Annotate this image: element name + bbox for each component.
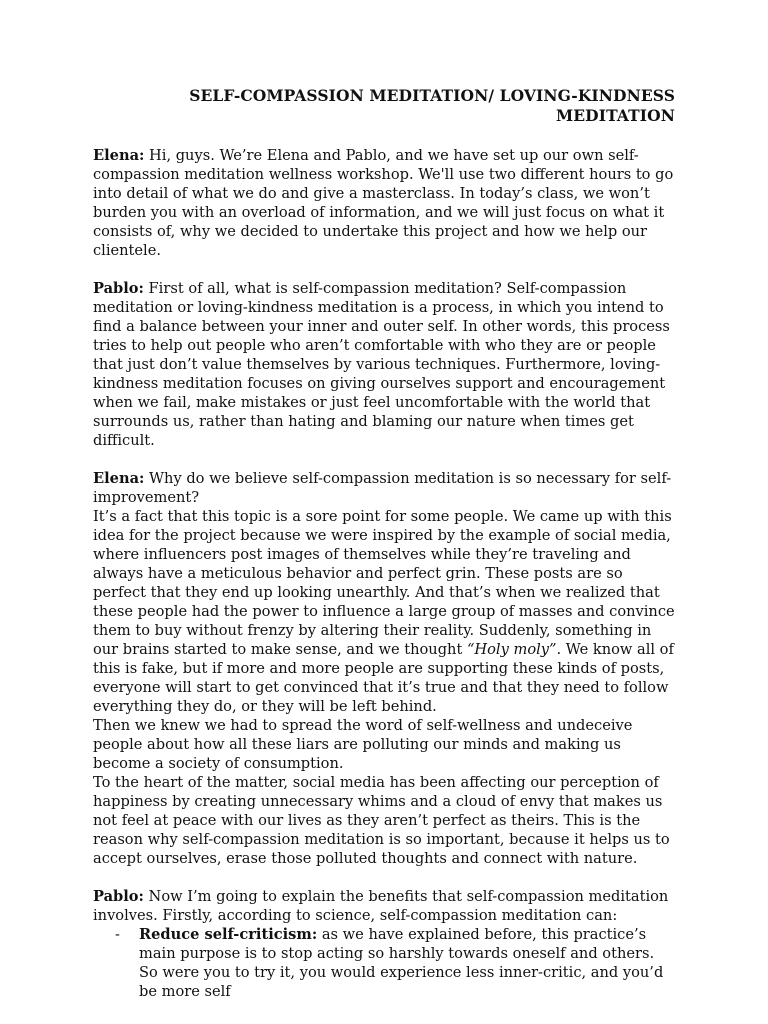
- paragraph: [93, 279, 675, 450]
- paragraph-text: . We know all of this is fake, but if more and more people are supporting these kinds of posts, everyone will start to get convinced that it’s true and that they need to follow everything they do, or they will be left behind.: [93, 641, 674, 715]
- title-line-1: SELF-COMPASSION MEDITATION/ LOVING-KINDNESS: [189, 86, 675, 105]
- document-title: [93, 86, 675, 126]
- paragraph-text: First of all, what is self-compassion meditation? Self-compassion meditation or loving-kindness meditation is a process, in which you intend to find a balance between your inner and outer self. In other words, this process tries to help out people who aren’t comfortable with who they are or people that just don’t value themselves by various techniques. Furthermore, loving-kindness meditation focuses on giving ourselves support and encouragement when we fail, make mistakes or just feel uncomfortable with the world that surrounds us, rather than hating and blaming our nature when times get difficult.: [93, 280, 670, 449]
- paragraph: To the heart of the matter, social media has been affecting our perception of happiness by creating unnecessary whims and a cloud of envy that makes us not feel at peace with our lives as they aren’t perfect as theirs. This is the reason why self-compassion meditation is so important, because it helps us to accept ourselves, erase those polluted thoughts and connect with nature.: [93, 774, 670, 867]
- paragraph: Then we knew we had to spread the word of self-wellness and undeceive people about how all these liars are polluting our minds and making us become a society of consumption.: [93, 717, 633, 772]
- speaker-name: Elena:: [93, 470, 145, 487]
- section-elena-why: [93, 469, 675, 868]
- paragraph: [93, 469, 675, 507]
- section-pablo-definition: [93, 279, 675, 450]
- benefit-text: as we have explained before, this practice’s main purpose is to stop acting so harshly towards oneself and others. So were you to try it, you would experience less inner-critic, and you’d be more self: [139, 926, 664, 1000]
- paragraph: [93, 887, 675, 925]
- dash-bullet: -: [115, 926, 120, 943]
- paragraph: [93, 507, 675, 716]
- speaker-name: Pablo:: [93, 280, 144, 297]
- speaker-name: Pablo:: [93, 888, 144, 905]
- paragraph: [93, 146, 675, 260]
- document-page: [93, 86, 675, 1020]
- italic-quote: “Holy moly”: [466, 641, 557, 658]
- section-elena-intro: [93, 146, 675, 260]
- paragraph-text: Now I’m going to explain the benefits that self-compassion meditation involves. Firstly, according to science, self-compassion meditation can:: [93, 888, 669, 924]
- paragraph-text: Why do we believe self-compassion meditation is so necessary for self-improvement?: [93, 470, 672, 506]
- paragraph-text: Hi, guys. We’re Elena and Pablo, and we have set up our own self-compassion meditation wellness workshop. We'll use two different hours to go into detail of what we do and give a masterclass. In today’s class, we won’t burden you with an overload of information, and we will just focus on what it consists of, why we decided to undertake this project and how we help our clientele.: [93, 147, 674, 259]
- speaker-name: Elena:: [93, 147, 145, 164]
- paragraph-text: It’s a fact that this topic is a sore point for some people. We came up with this idea for the project because we were inspired by the example of social media, where influencers post images of themselves while they’re traveling and always have a meticulous behavior and perfect grin. These posts are so perfect that they end up looking unearthly. And that’s when we realized that these people had the power to influence a large group of masses and convince them to buy without frenzy by altering their reality. Suddenly, something in our brains started to make sense, and we thought: [93, 508, 675, 658]
- benefit-term: Reduce self-criticism:: [139, 926, 318, 943]
- list-item: [93, 925, 675, 1001]
- benefits-list: [93, 925, 675, 1001]
- title-line-2: MEDITATION: [556, 106, 675, 125]
- section-pablo-benefits: [93, 887, 675, 1001]
